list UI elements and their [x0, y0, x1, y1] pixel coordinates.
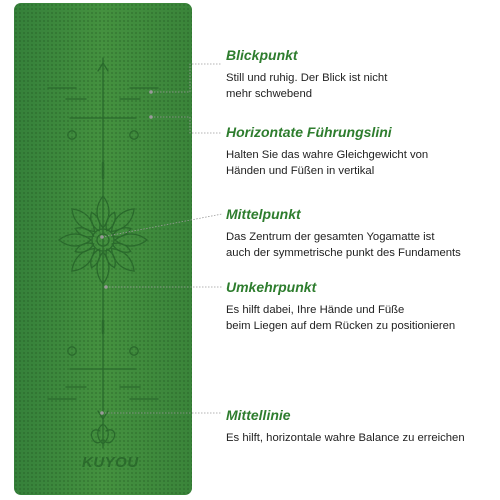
annotation-text: Es hilft, horizontale wahre Balance zu erreichen — [226, 432, 465, 444]
annotation-horizontale-fuehrungslinie — [226, 124, 496, 179]
annotation-umkehrpunkt — [226, 279, 496, 334]
annotation-text: Still und ruhig. Der Blick ist nicht mehr schwebend — [226, 72, 388, 100]
brand-logo: KUYOU — [82, 454, 139, 471]
annotation-title: Blickpunkt — [226, 47, 298, 63]
annotation-text: Das Zentrum der gesamten Yogamatte ist auch der symmetrische punkt des Fundaments — [226, 231, 461, 259]
annotation-title: Mittelpunkt — [226, 206, 301, 222]
annotation-text: Es hilft dabei, Ihre Hände und Füße beim Liegen auf dem Rücken zu positionieren — [226, 304, 456, 332]
annotation-title: Horizontate Führungslini — [226, 124, 392, 140]
annotation-title: Mittellinie — [226, 407, 291, 423]
annotation-mittelpunkt — [226, 206, 496, 261]
annotation-title: Umkehrpunkt — [226, 279, 317, 295]
annotation-mittellinie — [226, 407, 496, 446]
annotation-blickpunkt — [226, 47, 496, 102]
annotation-text: Halten Sie das wahre Gleichgewicht von Händen und Füßen in vertikal — [226, 149, 429, 177]
